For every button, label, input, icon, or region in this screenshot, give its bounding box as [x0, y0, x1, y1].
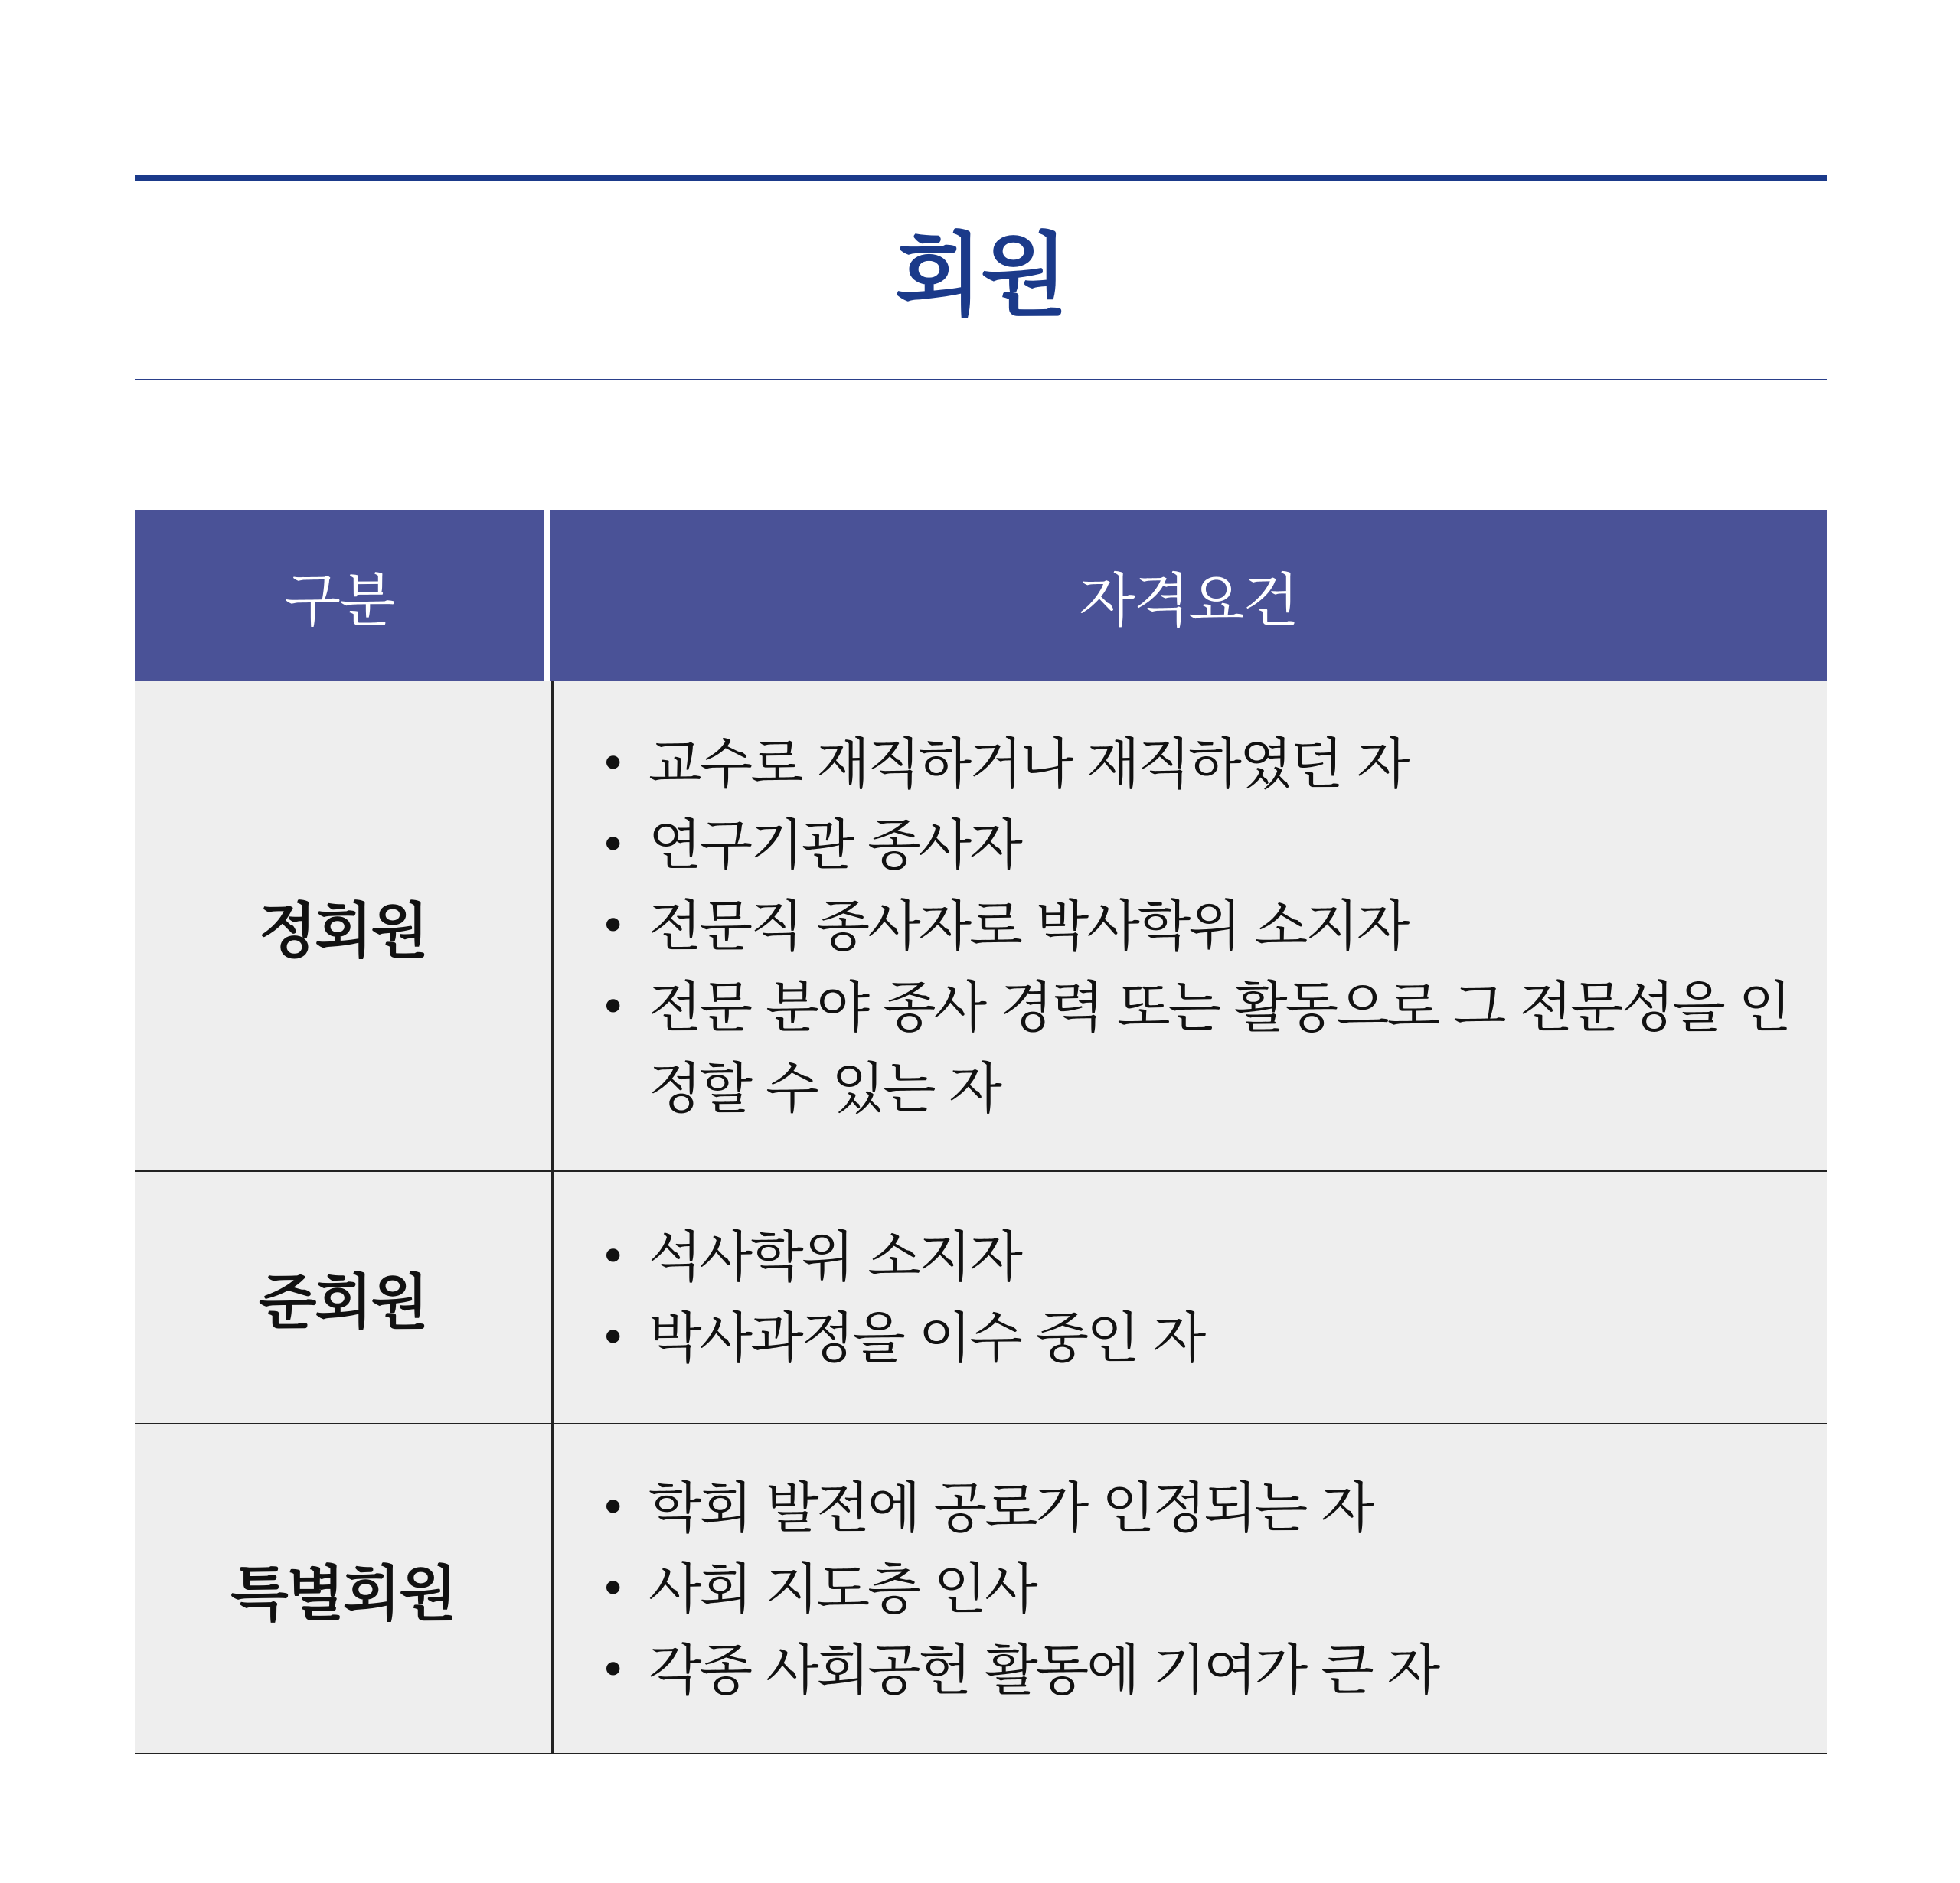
list-item-text: 사회 지도층 인사 [648, 1556, 1036, 1621]
list-item-text: 전문직 종사자로 박사학위 소지자 [648, 893, 1408, 958]
list-item-text: 연구기관 종사자 [648, 812, 1021, 877]
row-requirements [554, 681, 1827, 1170]
title-top-rule [135, 175, 1827, 181]
list-item-text: 석사학위 소지자 [648, 1225, 1021, 1289]
bullet-icon: • [599, 899, 625, 953]
list-item-text: 박사과정을 이수 중인 자 [648, 1306, 1204, 1370]
bullet-icon: • [599, 1311, 625, 1365]
list-item-text: 각종 사회공헌 활동에 기여가 큰 자 [648, 1637, 1439, 1702]
bullet-icon: • [599, 1562, 625, 1616]
list-item-text: 전문 분야 종사 경력 또는 활동으로 그 전문성을 인정할 수 있는 자 [648, 974, 1790, 1121]
row-requirements [554, 1172, 1827, 1423]
page-title: 회원 [895, 223, 1067, 328]
bullet-icon: • [599, 736, 625, 791]
list-item [599, 967, 1796, 1129]
list-item [599, 886, 1796, 967]
table-header [135, 510, 1827, 681]
list-item [599, 723, 1796, 804]
list-item [599, 1297, 1796, 1379]
bullet-icon: • [599, 980, 625, 1034]
title-bottom-rule [135, 379, 1827, 380]
list-item [599, 804, 1796, 886]
bullet-icon: • [599, 1230, 625, 1284]
bullet-icon: • [599, 1480, 625, 1535]
list-item [599, 1216, 1796, 1297]
list-item [599, 1467, 1796, 1548]
list-item-text: 학회 발전에 공로가 인정되는 자 [648, 1475, 1372, 1540]
bullet-icon: • [599, 817, 625, 872]
list-item [599, 1548, 1796, 1630]
table-row [135, 681, 1827, 1172]
row-category: 정회원 [135, 681, 554, 1170]
membership-table [135, 510, 1827, 1754]
bullet-icon: • [599, 1643, 625, 1697]
list-item-text: 교수로 재직하거나 재직하였던 자 [648, 731, 1408, 796]
row-requirements [554, 1424, 1827, 1753]
row-category: 준회원 [135, 1172, 554, 1423]
header-category: 구분 [135, 510, 550, 681]
row-category: 특별회원 [135, 1424, 554, 1753]
header-requirements: 자격요건 [1079, 566, 1298, 635]
table-row [135, 1424, 1827, 1754]
list-item [599, 1630, 1796, 1711]
table-row [135, 1172, 1827, 1424]
